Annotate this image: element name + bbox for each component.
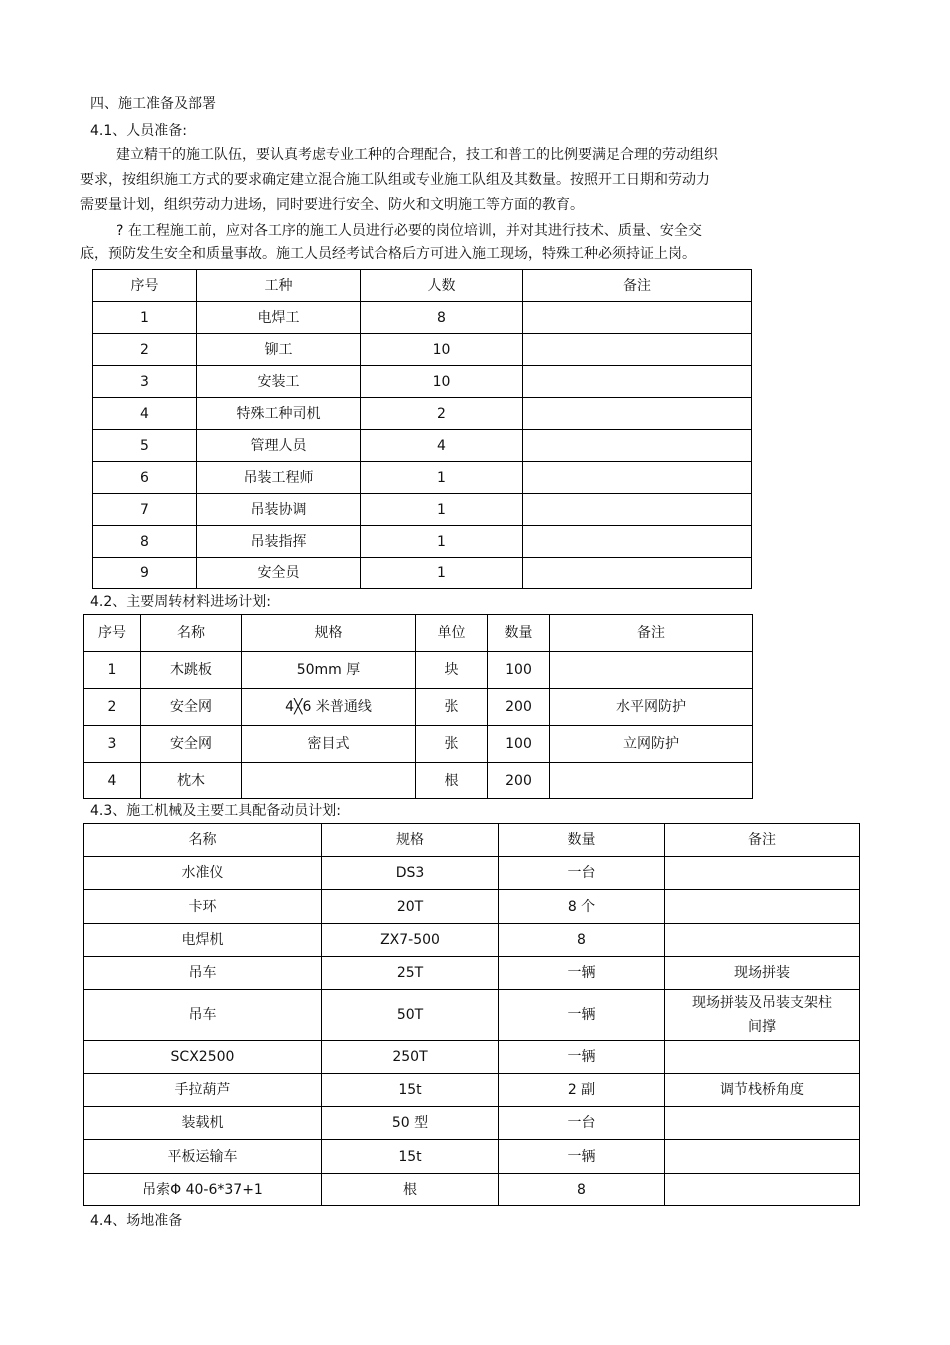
table-cell: 4╳6 米普通线 — [242, 689, 416, 726]
table-cell: 4 — [361, 430, 523, 462]
personnel-table — [92, 269, 752, 589]
table-cell: 1 — [361, 494, 523, 526]
table-row — [84, 924, 860, 957]
header-cell: 序号 — [93, 270, 197, 302]
table-row — [93, 398, 752, 430]
table-cell: 吊装协调 — [197, 494, 361, 526]
section-4-4-title: 4.4、场地准备 — [90, 1213, 183, 1229]
paragraph-line: 建立精干的施工队伍，要认真考虑专业工种的合理配合，技工和普工的比例要满足合理的劳动组织 — [116, 147, 718, 163]
table-cell — [523, 398, 752, 430]
table-row — [93, 558, 752, 589]
table-cell: 100 — [488, 726, 550, 763]
table-cell: DS3 — [322, 857, 499, 890]
table-row — [84, 1074, 860, 1107]
table-cell — [550, 763, 753, 799]
table-row — [84, 1107, 860, 1140]
table-cell: 20T — [322, 890, 499, 924]
table-row — [84, 689, 753, 726]
table-cell: 50mm 厚 — [242, 652, 416, 689]
table-cell — [523, 366, 752, 398]
table-cell: 8 个 — [499, 890, 665, 924]
table-cell: 1 — [361, 558, 523, 589]
paragraph-line: 需要量计划，组织劳动力进场，同时要进行安全、防火和文明施工等方面的教育。 — [80, 197, 584, 213]
paragraph-line: ? 在工程施工前，应对各工序的施工人员进行必要的岗位培训，并对其进行技术、质量、安全交 — [116, 223, 702, 239]
table-cell: 安全网 — [141, 689, 242, 726]
table-cell — [523, 462, 752, 494]
paragraph-line: 底，预防发生安全和质量事故。施工人员经考试合格后方可进入施工现场，特殊工种必须持证上岗。 — [80, 246, 696, 262]
table-cell: 1 — [361, 526, 523, 558]
table-row — [84, 726, 753, 763]
table-cell — [523, 430, 752, 462]
table-cell: 2 — [84, 689, 141, 726]
table-cell — [523, 302, 752, 334]
table-cell: 安装工 — [197, 366, 361, 398]
table-cell: 一辆 — [499, 990, 665, 1041]
table-cell: 卡环 — [84, 890, 322, 924]
table-row — [93, 430, 752, 462]
table-cell — [550, 652, 753, 689]
table-cell: SCX2500 — [84, 1041, 322, 1074]
table-cell: 一台 — [499, 857, 665, 890]
table-header-row — [84, 615, 753, 652]
section-heading: 四、施工准备及部署 — [90, 96, 216, 112]
table-cell: ZX7-500 — [322, 924, 499, 957]
table-cell: 50T — [322, 990, 499, 1041]
table-cell: 块 — [416, 652, 488, 689]
table-cell: 装载机 — [84, 1107, 322, 1140]
table-cell: 3 — [84, 726, 141, 763]
table-cell: 特殊工种司机 — [197, 398, 361, 430]
table-cell — [665, 1041, 860, 1074]
table-cell: 张 — [416, 726, 488, 763]
table-cell: 8 — [93, 526, 197, 558]
table-row — [84, 890, 860, 924]
materials-table — [83, 614, 753, 799]
table-cell — [665, 1174, 860, 1206]
table-cell: 木跳板 — [141, 652, 242, 689]
table-cell — [665, 1140, 860, 1174]
table-cell: 1 — [93, 302, 197, 334]
table-row — [93, 302, 752, 334]
table-row — [84, 1174, 860, 1206]
table-cell — [523, 494, 752, 526]
paragraph-line: 要求，按组织施工方式的要求确定建立混合施工队组或专业施工队组及其数量。按照开工日期和劳动力 — [80, 172, 710, 188]
table-cell — [523, 334, 752, 366]
table-cell: 一台 — [499, 1107, 665, 1140]
table-row — [93, 366, 752, 398]
table-cell: 手拉葫芦 — [84, 1074, 322, 1107]
table-cell: 吊车 — [84, 957, 322, 990]
table-cell — [665, 890, 860, 924]
table-cell: 一辆 — [499, 1041, 665, 1074]
table-cell: 立网防护 — [550, 726, 753, 763]
table-cell: 8 — [499, 1174, 665, 1206]
table-cell: 5 — [93, 430, 197, 462]
table-cell: 1 — [361, 462, 523, 494]
table-cell: 15t — [322, 1074, 499, 1107]
table-cell: 根 — [416, 763, 488, 799]
table-row — [84, 957, 860, 990]
table-row — [93, 526, 752, 558]
header-cell: 序号 — [84, 615, 141, 652]
table-row — [84, 1140, 860, 1174]
table-cell: 4 — [93, 398, 197, 430]
table-cell: 安全网 — [141, 726, 242, 763]
table-cell: 吊车 — [84, 990, 322, 1041]
table-cell: 250T — [322, 1041, 499, 1074]
table-cell: 9 — [93, 558, 197, 589]
section-4-2-title: 4.2、主要周转材料进场计划: — [90, 594, 271, 610]
table-cell: 6 — [93, 462, 197, 494]
table-row — [84, 763, 753, 799]
table-cell: 吊索Φ 40-6*37+1 — [84, 1174, 322, 1206]
header-cell: 数量 — [488, 615, 550, 652]
header-cell: 备注 — [550, 615, 753, 652]
table-cell: 吊装指挥 — [197, 526, 361, 558]
table-cell: 7 — [93, 494, 197, 526]
table-cell: 50 型 — [322, 1107, 499, 1140]
table-cell: 一辆 — [499, 1140, 665, 1174]
table-cell: 2 副 — [499, 1074, 665, 1107]
table-cell: 100 — [488, 652, 550, 689]
section-4-3-title: 4.3、施工机械及主要工具配备动员计划: — [90, 803, 341, 819]
table-cell: 水平网防护 — [550, 689, 753, 726]
table-cell: 25T — [322, 957, 499, 990]
machinery-table — [83, 823, 860, 1206]
header-cell: 名称 — [141, 615, 242, 652]
table-cell: 水准仪 — [84, 857, 322, 890]
table-cell: 一辆 — [499, 957, 665, 990]
header-cell: 单位 — [416, 615, 488, 652]
table-cell: 根 — [322, 1174, 499, 1206]
table-cell: 现场拼装及吊装支架柱 间撑 — [665, 990, 860, 1041]
table-cell: 8 — [499, 924, 665, 957]
table-cell: 电焊工 — [197, 302, 361, 334]
header-cell: 名称 — [84, 824, 322, 857]
table-cell: 2 — [93, 334, 197, 366]
table-cell: 200 — [488, 763, 550, 799]
table-cell — [665, 924, 860, 957]
table-cell — [523, 558, 752, 589]
table-header-row — [84, 824, 860, 857]
table-row — [84, 857, 860, 890]
table-row — [93, 334, 752, 366]
table-row — [84, 990, 860, 1041]
table-cell: 枕木 — [141, 763, 242, 799]
table-cell — [665, 857, 860, 890]
header-cell: 规格 — [242, 615, 416, 652]
table-row — [84, 1041, 860, 1074]
table-cell: 管理人员 — [197, 430, 361, 462]
table-cell: 平板运输车 — [84, 1140, 322, 1174]
header-cell: 工种 — [197, 270, 361, 302]
table-cell: 密目式 — [242, 726, 416, 763]
table-cell: 3 — [93, 366, 197, 398]
header-cell: 规格 — [322, 824, 499, 857]
table-cell — [665, 1107, 860, 1140]
table-cell: 安全员 — [197, 558, 361, 589]
table-cell — [242, 763, 416, 799]
table-row — [84, 652, 753, 689]
header-cell: 数量 — [499, 824, 665, 857]
table-cell: 吊装工程师 — [197, 462, 361, 494]
section-4-1-title: 4.1、人员准备: — [90, 123, 187, 139]
header-cell: 备注 — [665, 824, 860, 857]
table-cell: 8 — [361, 302, 523, 334]
table-cell — [523, 526, 752, 558]
header-cell: 备注 — [523, 270, 752, 302]
table-row — [93, 462, 752, 494]
table-cell: 电焊机 — [84, 924, 322, 957]
table-cell: 张 — [416, 689, 488, 726]
table-cell: 现场拼装 — [665, 957, 860, 990]
table-cell: 1 — [84, 652, 141, 689]
table-cell: 10 — [361, 334, 523, 366]
header-cell: 人数 — [361, 270, 523, 302]
table-cell: 4 — [84, 763, 141, 799]
table-cell: 调节栈桥角度 — [665, 1074, 860, 1107]
table-cell: 2 — [361, 398, 523, 430]
table-cell: 200 — [488, 689, 550, 726]
table-cell: 15t — [322, 1140, 499, 1174]
table-cell: 铆工 — [197, 334, 361, 366]
table-row — [93, 494, 752, 526]
table-cell: 10 — [361, 366, 523, 398]
table-header-row — [93, 270, 752, 302]
